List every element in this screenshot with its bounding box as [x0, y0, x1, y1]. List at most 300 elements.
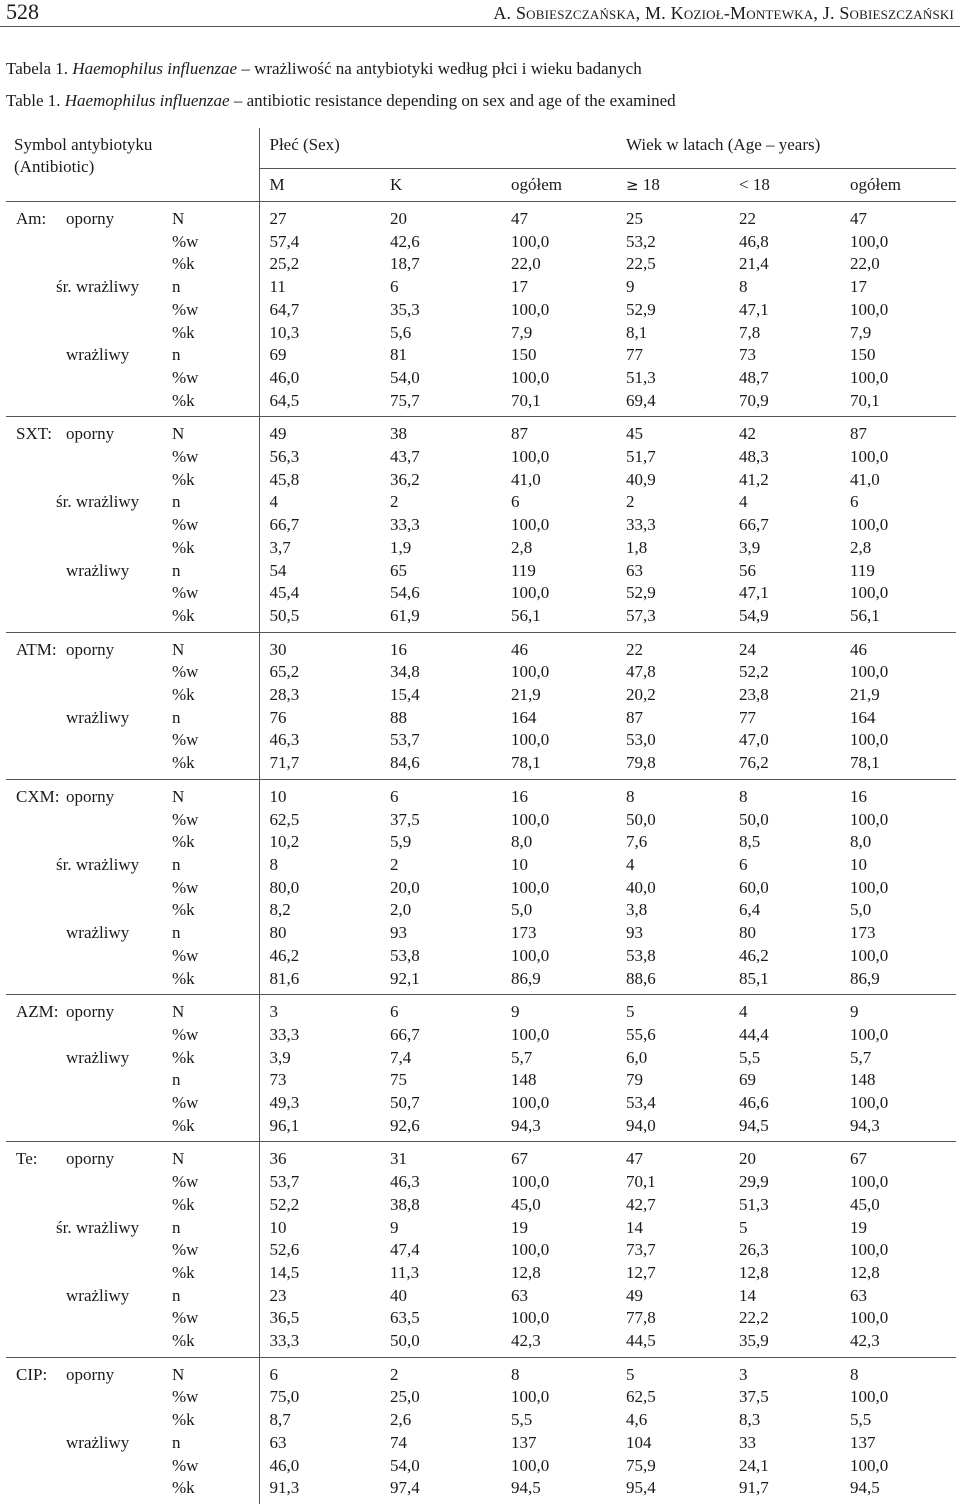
table-cell: 12,8: [850, 1262, 880, 1282]
table-cell: 42,3: [850, 1331, 880, 1351]
table-cell: 6: [739, 854, 748, 874]
table-cell: 56: [739, 560, 757, 580]
table-cell: 41,0: [850, 469, 880, 489]
measure-label: N: [166, 632, 259, 661]
table-cell: 10: [259, 779, 380, 808]
table-cell: 148: [511, 1070, 537, 1090]
table-cell: 4: [739, 1002, 748, 1022]
table-cell: 97,4: [390, 1478, 420, 1498]
table-cell: 119: [850, 560, 875, 580]
table-cell: 137: [850, 1432, 876, 1452]
table-cell: 34,8: [390, 662, 420, 682]
table-cell: 46: [511, 639, 528, 659]
row-label: [6, 1092, 166, 1115]
susceptibility-category: oporny: [66, 209, 115, 228]
caption-text: – antibiotic resistance depending on sex and age of the examined: [229, 91, 676, 110]
row-label: [6, 632, 166, 661]
measure-label: %w: [166, 231, 259, 254]
row-label: [6, 899, 166, 922]
table-cell: 5,5: [739, 1047, 761, 1067]
table-row: [6, 1477, 956, 1504]
table-row: [6, 1409, 956, 1432]
table-cell: 23: [259, 1285, 380, 1308]
table-cell: 40: [390, 1285, 407, 1305]
table-cell: 53,0: [626, 730, 656, 750]
table-cell: 57,4: [259, 231, 380, 254]
table-cell: 100,0: [511, 662, 550, 682]
table-cell: 2: [626, 492, 635, 512]
table-cell: 49: [259, 417, 380, 446]
table-cell: 100,0: [850, 231, 889, 251]
table-cell: 42: [739, 424, 757, 444]
table-row: [6, 1194, 956, 1217]
table-row: [6, 1217, 956, 1240]
table-row: [6, 446, 956, 469]
table-cell: 35,9: [739, 1331, 769, 1351]
table-cell: 100,0: [511, 1455, 550, 1475]
measure-label: %k: [166, 1194, 259, 1217]
table-cell: 45,0: [511, 1194, 541, 1214]
measure-label: n: [166, 922, 259, 945]
table-cell: 22,0: [850, 254, 880, 274]
table-cell: 9: [626, 277, 635, 297]
table-cell: 5,6: [390, 322, 412, 342]
table-row: [6, 945, 956, 968]
table-cell: 78,1: [850, 753, 880, 773]
table-cell: 21,9: [511, 685, 541, 705]
table-cell: 100,0: [511, 1093, 550, 1113]
row-label: [6, 809, 166, 832]
table-cell: 77,8: [626, 1308, 656, 1328]
row-label: [6, 1455, 166, 1478]
table-cell: 6,0: [626, 1047, 648, 1067]
table-cell: 92,6: [390, 1115, 420, 1135]
table-cell: 100,0: [850, 730, 889, 750]
table-cell: 94,5: [850, 1478, 880, 1498]
table-cell: 100,0: [511, 1024, 550, 1044]
table-cell: 7,8: [739, 322, 761, 342]
table-cell: 47: [626, 1149, 644, 1169]
table-cell: 46,6: [739, 1093, 769, 1113]
table-cell: 12,8: [511, 1262, 541, 1282]
row-label: [6, 1409, 166, 1432]
table-cell: 10,2: [259, 831, 380, 854]
measure-label: %w: [166, 299, 259, 322]
table-cell: 25,0: [390, 1387, 420, 1407]
measure-label: %w: [166, 945, 259, 968]
table-cell: 7,9: [511, 322, 533, 342]
table-row: [6, 1455, 956, 1478]
table-cell: 56,1: [511, 605, 541, 625]
table-cell: 87: [850, 424, 868, 444]
table-cell: 1,9: [390, 537, 412, 557]
table-cell: 37,5: [739, 1387, 769, 1407]
table-cell: 81: [390, 345, 407, 365]
table-cell: 27: [259, 202, 380, 231]
row-label: [6, 1285, 166, 1308]
row-label: [6, 684, 166, 707]
table-cell: 70,1: [626, 1172, 656, 1192]
age-header: Wiek w latach (Age – years): [616, 128, 956, 169]
row-label: [6, 1194, 166, 1217]
measure-label: %k: [166, 968, 259, 995]
table-cell: 47,0: [739, 730, 769, 750]
table-cell: 94,5: [511, 1478, 541, 1498]
table-row: [6, 752, 956, 779]
table-cell: 8: [626, 786, 635, 806]
table-cell: 104: [626, 1432, 652, 1452]
table-row: [6, 299, 956, 322]
table-cell: 33,3: [626, 515, 656, 535]
table-cell: 51,7: [626, 447, 656, 467]
table-cell: 5,7: [850, 1047, 872, 1067]
row-label: [6, 202, 166, 231]
table-row: [6, 1432, 956, 1455]
table-cell: 77: [626, 345, 644, 365]
table-cell: 6,4: [739, 900, 761, 920]
table-cell: 48,3: [739, 447, 769, 467]
measure-label: %w: [166, 1386, 259, 1409]
table-cell: 23,8: [739, 685, 769, 705]
row-label: [6, 322, 166, 345]
table-row: [6, 1239, 956, 1262]
table-cell: 119: [511, 560, 536, 580]
table-cell: 55,6: [626, 1024, 656, 1044]
measure-label: %k: [166, 322, 259, 345]
table-row: [6, 922, 956, 945]
table-cell: 47,8: [626, 662, 656, 682]
susceptibility-category: oporny: [66, 1149, 115, 1169]
table-cell: 54,9: [739, 605, 769, 625]
table-cell: 5: [626, 1364, 635, 1384]
measure-label: %w: [166, 446, 259, 469]
antibiotic-symbol: ATM:: [16, 639, 57, 659]
table-cell: 100,0: [850, 662, 889, 682]
table-cell: 100,0: [511, 1172, 550, 1192]
caption-text: – wrażliwość na antybiotyki według płci i wieku badanych: [237, 59, 642, 78]
table-cell: 36,2: [390, 469, 420, 489]
table-cell: 8: [850, 1364, 859, 1384]
table-cell: 150: [511, 345, 537, 365]
table-cell: 52,9: [626, 583, 656, 603]
table-caption-english: [6, 90, 676, 112]
table-cell: 93: [626, 923, 644, 943]
measure-label: %k: [166, 605, 259, 632]
susceptibility-category: oporny: [66, 786, 115, 806]
table-cell: 50,7: [390, 1093, 420, 1113]
measure-label: %k: [166, 752, 259, 779]
table-cell: 22,5: [626, 254, 656, 274]
measure-label: %w: [166, 1307, 259, 1330]
antibiotic-symbol: SXT:: [16, 424, 52, 444]
measure-label: %w: [166, 582, 259, 605]
col-header-m: M: [259, 169, 380, 202]
table-cell: 10: [850, 854, 868, 874]
table-cell: 26,3: [739, 1240, 769, 1260]
col-header-age-ge18-label: 18: [642, 175, 660, 194]
measure-label: %k: [166, 537, 259, 560]
table-row: [6, 729, 956, 752]
table-cell: 43,7: [390, 447, 420, 467]
measure-label: n: [166, 854, 259, 877]
table-cell: 10: [511, 854, 528, 874]
table-cell: 33: [739, 1432, 757, 1452]
table-cell: 14,5: [259, 1262, 380, 1285]
table-cell: 100,0: [850, 1240, 889, 1260]
table-cell: 52,2: [739, 662, 769, 682]
table-cell: 75,7: [390, 390, 420, 410]
table-cell: 24,1: [739, 1455, 769, 1475]
table-row: [6, 276, 956, 299]
table-cell: 84,6: [390, 753, 420, 773]
table-cell: 17: [850, 277, 868, 297]
table-cell: 76,2: [739, 753, 769, 773]
table-cell: 100,0: [850, 1308, 889, 1328]
table-cell: 67: [511, 1149, 528, 1169]
measure-label: n: [166, 1432, 259, 1455]
table-cell: 49: [626, 1285, 644, 1305]
table-row: [6, 809, 956, 832]
table-cell: 21,4: [739, 254, 769, 274]
antibiotic-symbol: Am:: [16, 209, 47, 228]
antibiotic-group: [6, 632, 956, 779]
table-cell: 29,9: [739, 1172, 769, 1192]
table-cell: 100,0: [850, 945, 889, 965]
table-cell: 3,9: [739, 537, 761, 557]
row-label: [6, 1069, 166, 1092]
table-cell: 33,3: [390, 515, 420, 535]
table-cell: 150: [850, 345, 876, 365]
table-cell: 16: [850, 786, 868, 806]
measure-label: %w: [166, 1171, 259, 1194]
susceptibility-category: wrażliwy: [66, 560, 130, 580]
table-cell: 2: [390, 492, 399, 512]
susceptibility-category: śr. wrażliwy: [56, 277, 140, 297]
table-cell: 53,8: [626, 945, 656, 965]
symbol-header-line2: (Antibiotic): [14, 157, 95, 176]
measure-label: %w: [166, 1455, 259, 1478]
table-cell: 1,8: [626, 537, 648, 557]
susceptibility-category: śr. wrażliwy: [56, 854, 140, 874]
row-label: [6, 1262, 166, 1285]
measure-label: %k: [166, 1115, 259, 1142]
table-cell: 73,7: [626, 1240, 656, 1260]
antibiotic-group: [6, 1142, 956, 1357]
table-cell: 74: [390, 1432, 407, 1452]
col-header-age-total: ogółem: [840, 169, 956, 202]
antibiotic-group: [6, 779, 956, 994]
measure-label: %k: [166, 684, 259, 707]
table-cell: 42,6: [390, 231, 420, 251]
table-cell: 21,9: [850, 685, 880, 705]
table-row: [6, 632, 956, 661]
table-caption-polish: [6, 58, 642, 80]
table-cell: 75,0: [259, 1386, 380, 1409]
table-cell: 86,9: [511, 968, 541, 988]
table-cell: 62,5: [259, 809, 380, 832]
table-row: [6, 1024, 956, 1047]
susceptibility-category: wrażliwy: [66, 923, 130, 943]
table-row: [6, 1386, 956, 1409]
table-cell: 64,7: [259, 299, 380, 322]
table-cell: 100,0: [850, 515, 889, 535]
table-cell: 92,1: [390, 968, 420, 988]
table-cell: 7,4: [390, 1047, 412, 1067]
table-cell: 137: [511, 1432, 537, 1452]
row-label: [6, 1142, 166, 1171]
table-row: [6, 854, 956, 877]
measure-label: %w: [166, 1239, 259, 1262]
table-cell: 4: [626, 854, 635, 874]
table-cell: 47: [511, 209, 528, 228]
table-cell: 22: [739, 209, 757, 228]
table-cell: 73: [739, 345, 757, 365]
table-cell: 5,0: [850, 900, 872, 920]
antibiotic-group: [6, 417, 956, 632]
table-row: [6, 514, 956, 537]
measure-label: %w: [166, 514, 259, 537]
table-cell: 36,5: [259, 1307, 380, 1330]
row-label: [6, 560, 166, 583]
table-cell: 63: [626, 560, 644, 580]
susceptibility-category: śr. wrażliwy: [56, 1217, 140, 1237]
row-label: [6, 1024, 166, 1047]
table-cell: 7,6: [626, 832, 648, 852]
table-cell: 65: [390, 560, 407, 580]
table-cell: 2,8: [850, 537, 872, 557]
table-cell: 2,0: [390, 900, 412, 920]
table-cell: 87: [511, 424, 528, 444]
table-cell: 78,1: [511, 753, 541, 773]
row-label: [6, 1307, 166, 1330]
table-cell: 10: [259, 1217, 380, 1240]
table-row: [6, 877, 956, 900]
table-cell: 63: [850, 1285, 868, 1305]
antibiotic-group: [6, 202, 956, 417]
table-cell: 8: [739, 277, 748, 297]
table-cell: 5,5: [511, 1410, 533, 1430]
row-label: [6, 707, 166, 730]
table-cell: 20,2: [626, 685, 656, 705]
susceptibility-category: śr. wrażliwy: [56, 492, 140, 512]
table-cell: 8,5: [739, 832, 761, 852]
sex-header: Płeć (Sex): [259, 128, 616, 169]
table-cell: 8,7: [259, 1409, 380, 1432]
row-label: [6, 390, 166, 417]
row-label: [6, 729, 166, 752]
table-cell: 87: [626, 707, 644, 727]
table-cell: 53,7: [390, 730, 420, 750]
table-cell: 8,0: [850, 832, 872, 852]
table-cell: 86,9: [850, 968, 880, 988]
table-cell: 95,4: [626, 1478, 656, 1498]
table-row: [6, 367, 956, 390]
table-cell: 56,3: [259, 446, 380, 469]
measure-label: n: [166, 1069, 259, 1092]
caption-label: Tabela 1.: [6, 59, 69, 78]
susceptibility-category: wrażliwy: [66, 1285, 130, 1305]
table-cell: 63: [511, 1285, 528, 1305]
table-cell: 37,5: [390, 809, 420, 829]
table-cell: 46,2: [739, 945, 769, 965]
table-cell: 91,7: [739, 1478, 769, 1498]
table-cell: 3: [739, 1364, 748, 1384]
row-label: [6, 491, 166, 514]
table-cell: 148: [850, 1070, 876, 1090]
table-cell: 100,0: [511, 1387, 550, 1407]
measure-label: n: [166, 707, 259, 730]
col-header-age-lt18: < 18: [729, 169, 840, 202]
table-row: [6, 322, 956, 345]
table-cell: 70,1: [511, 390, 541, 410]
table-cell: 75: [390, 1070, 407, 1090]
table-cell: 91,3: [259, 1477, 380, 1504]
table-cell: 30: [259, 632, 380, 661]
table-cell: 80: [739, 923, 757, 943]
table-cell: 8,3: [739, 1410, 761, 1430]
table-cell: 14: [626, 1217, 644, 1237]
table-cell: 11: [259, 276, 380, 299]
table-row: [6, 390, 956, 417]
table-row: [6, 968, 956, 995]
row-label: [6, 582, 166, 605]
measure-label: n: [166, 1285, 259, 1308]
table-cell: 100,0: [850, 583, 889, 603]
table-cell: 8: [511, 1364, 520, 1384]
table-cell: 52,2: [259, 1194, 380, 1217]
table-cell: 67: [850, 1149, 868, 1169]
table-cell: 100,0: [511, 1308, 550, 1328]
table-cell: 6: [390, 1002, 399, 1022]
table-cell: 6: [259, 1357, 380, 1386]
table-row: [6, 1285, 956, 1308]
table-cell: 57,3: [626, 605, 656, 625]
table-cell: 77: [739, 707, 757, 727]
table-cell: 7,9: [850, 322, 872, 342]
table-cell: 44,5: [626, 1331, 656, 1351]
antibiotic-symbol: AZM:: [16, 1002, 59, 1022]
table-cell: 63,5: [390, 1308, 420, 1328]
table-cell: 80,0: [259, 877, 380, 900]
table-cell: 54: [259, 560, 380, 583]
table-row: [6, 1069, 956, 1092]
table-cell: 2: [390, 1364, 399, 1384]
measure-label: %k: [166, 253, 259, 276]
table-cell: 54,6: [390, 583, 420, 603]
row-label: [6, 1386, 166, 1409]
table-cell: 94,3: [850, 1115, 880, 1135]
table-cell: 3: [259, 995, 380, 1024]
table-cell: 2,6: [390, 1410, 412, 1430]
table-row: [6, 202, 956, 231]
table-row: [6, 779, 956, 808]
table-cell: 56,1: [850, 605, 880, 625]
table-cell: 16: [390, 639, 407, 659]
caption-organism: Haemophilus influenzae: [72, 59, 238, 78]
data-table-wrapper: [6, 128, 956, 1504]
table-cell: 70,1: [850, 390, 880, 410]
table-cell: 100,0: [511, 299, 550, 319]
susceptibility-category: oporny: [66, 1364, 115, 1384]
table-cell: 45,0: [850, 1194, 880, 1214]
antibiotic-symbol-header: [6, 128, 259, 202]
table-row: [6, 1142, 956, 1171]
col-header-age-ge18: [616, 169, 729, 202]
table-cell: 100,0: [850, 367, 889, 387]
table-cell: 54,0: [390, 1455, 420, 1475]
table-cell: 52,6: [259, 1239, 380, 1262]
row-label: [6, 1239, 166, 1262]
